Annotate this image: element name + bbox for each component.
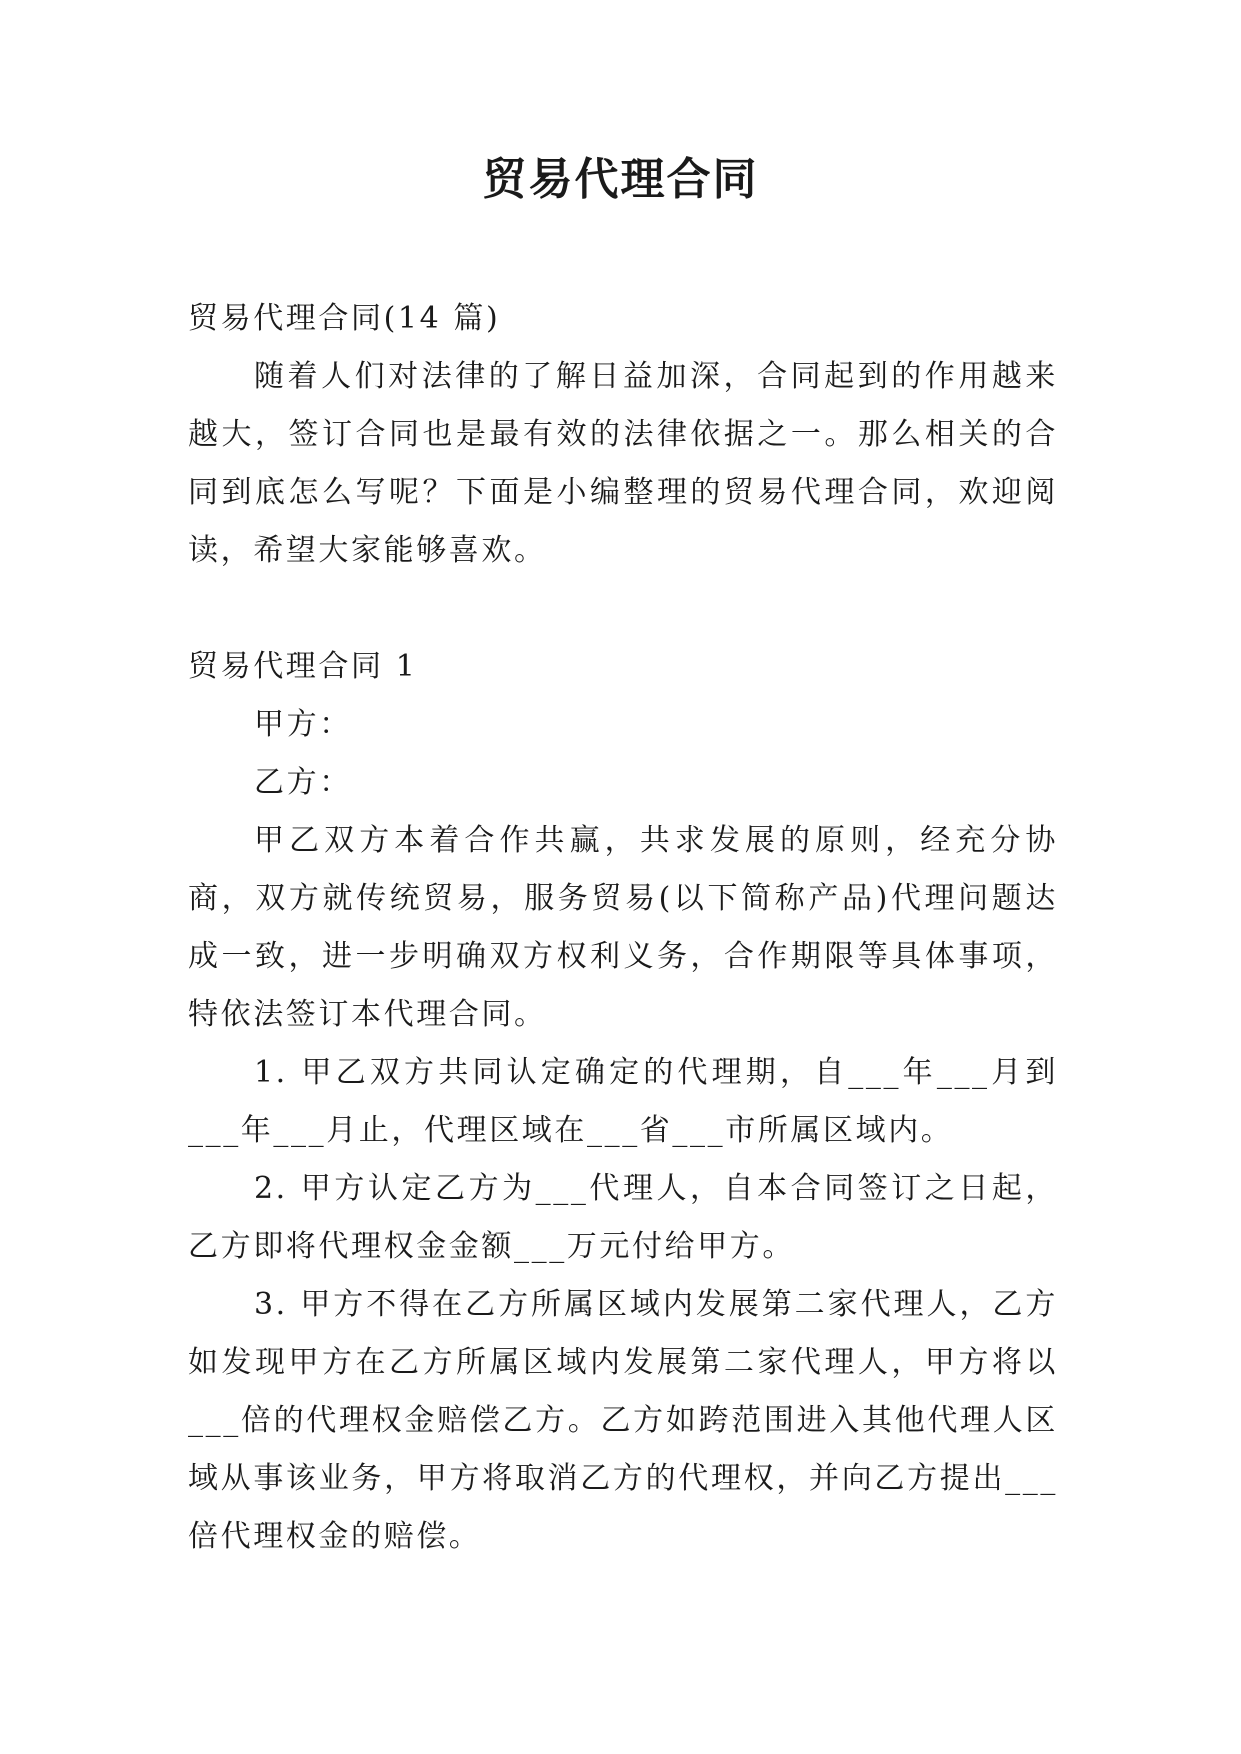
section-heading: 贸易代理合同 1 bbox=[188, 649, 418, 684]
preamble-paragraph: 甲乙双方本着合作共赢，共求发展的原则，经充分协商，双方就传统贸易，服务贸易(以下简称产品)代理问题达成一致，进一步明确双方权利义务，合作期限等具体事项，特依法签订本代理合同。 bbox=[188, 823, 1058, 1032]
clause-1: 1. 甲乙双方共同认定确定的代理期，自___年___月到___年___月止，代理区域在___省___市所属区域内。 bbox=[188, 1055, 1058, 1148]
clause-3: 3. 甲方不得在乙方所属区域内发展第二家代理人，乙方如发现甲方在乙方所属区域内发展第二家代理人，甲方将以___倍的代理权金赔偿乙方。乙方如跨范围进入其他代理人区域从事该业务，甲方将取消乙方的代理权，并向乙方提出___倍代理权金的赔偿。 bbox=[188, 1287, 1058, 1554]
document-body bbox=[188, 290, 1058, 1566]
intro-paragraph: 随着人们对法律的了解日益加深，合同起到的作用越来越大，签订合同也是最有效的法律依据之一。那么相关的合同到底怎么写呢？下面是小编整理的贸易代理合同，欢迎阅读，希望大家能够喜欢。 bbox=[188, 359, 1058, 568]
party-b-line: 乙方： bbox=[254, 765, 352, 800]
party-a-line: 甲方： bbox=[254, 707, 352, 742]
document-subtitle: 贸易代理合同(14 篇) bbox=[188, 301, 501, 336]
clause-2: 2. 甲方认定乙方为___代理人，自本合同签订之日起，乙方即将代理权金金额___万元付给甲方。 bbox=[188, 1171, 1058, 1264]
document-title: 贸易代理合同 bbox=[482, 154, 759, 205]
